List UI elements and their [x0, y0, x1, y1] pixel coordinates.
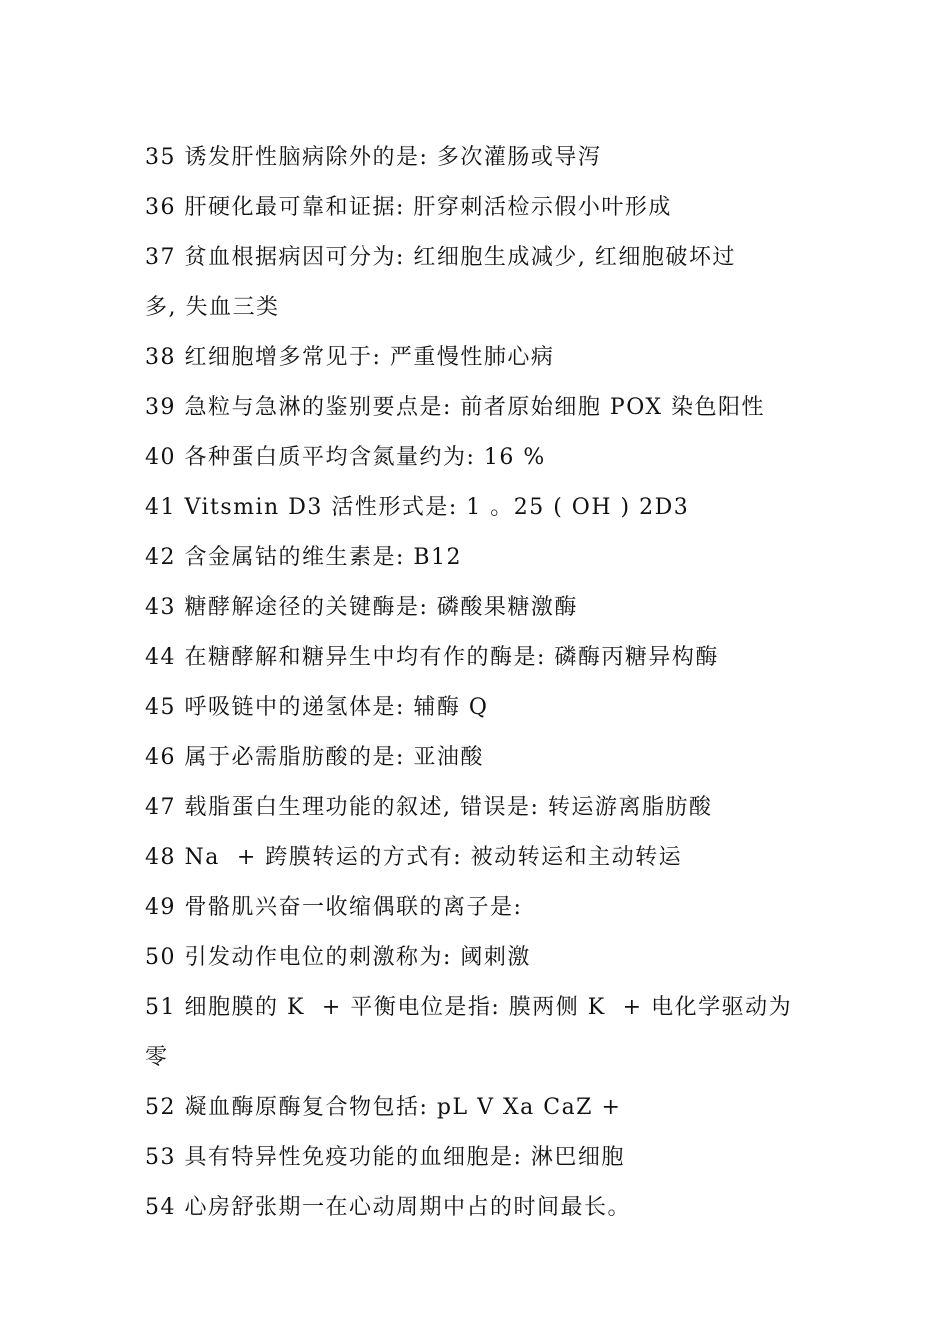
text-line-51-continued: 零 — [145, 1045, 169, 1070]
text-line-43: 43 糖酵解途径的关键酶是: 磷酸果糖激酶 — [145, 595, 578, 620]
text-line-36: 36 肝硬化最可靠和证据: 肝穿刺活检示假小叶形成 — [145, 195, 672, 220]
text-line-38: 38 红细胞增多常见于: 严重慢性肺心病 — [145, 345, 555, 370]
text-line-53: 53 具有特异性免疫功能的血细胞是: 淋巴细胞 — [145, 1145, 625, 1170]
text-line-45: 45 呼吸链中的递氢体是: 辅酶 Q — [145, 695, 489, 720]
text-line-47: 47 载脂蛋白生理功能的叙述, 错误是: 转运游离脂肪酸 — [145, 795, 713, 820]
text-line-35: 35 诱发肝性脑病除外的是: 多次灌肠或导泻 — [145, 145, 602, 170]
text-line-46: 46 属于必需脂肪酸的是: 亚油酸 — [145, 745, 484, 770]
document-body — [145, 133, 815, 1233]
text-line-40: 40 各种蛋白质平均含氮量约为: 16 % — [145, 445, 546, 470]
text-line-37: 37 贫血根据病因可分为: 红细胞生成减少, 红细胞破坏过 — [145, 245, 736, 270]
text-line-41: 41 Vitsmin D3 活性形式是: 1 。25 ( OH ) 2D3 — [145, 495, 690, 520]
text-line-51: 51 细胞膜的 K + 平衡电位是指: 膜两侧 K + 电化学驱动为 — [145, 995, 793, 1020]
text-line-54: 54 心房舒张期一在心动周期中占的时间最长。 — [145, 1195, 631, 1220]
text-line-44: 44 在糖酵解和糖异生中均有作的酶是: 磷酶丙糖异构酶 — [145, 645, 719, 670]
text-line-49: 49 骨骼肌兴奋一收缩偶联的离子是: — [145, 895, 523, 920]
text-line-50: 50 引发动作电位的刺激称为: 阈刺激 — [145, 945, 531, 970]
text-line-48: 48 Na + 跨膜转运的方式有: 被动转运和主动转运 — [145, 845, 683, 870]
text-line-42: 42 含金属钴的维生素是: B12 — [145, 545, 463, 570]
text-line-52: 52 凝血酶原酶复合物包括: pL V Xa CaZ + — [145, 1095, 622, 1120]
text-line-37-continued: 多, 失血三类 — [145, 295, 280, 320]
text-line-39: 39 急粒与急淋的鉴别要点是: 前者原始细胞 POX 染色阳性 — [145, 395, 765, 420]
